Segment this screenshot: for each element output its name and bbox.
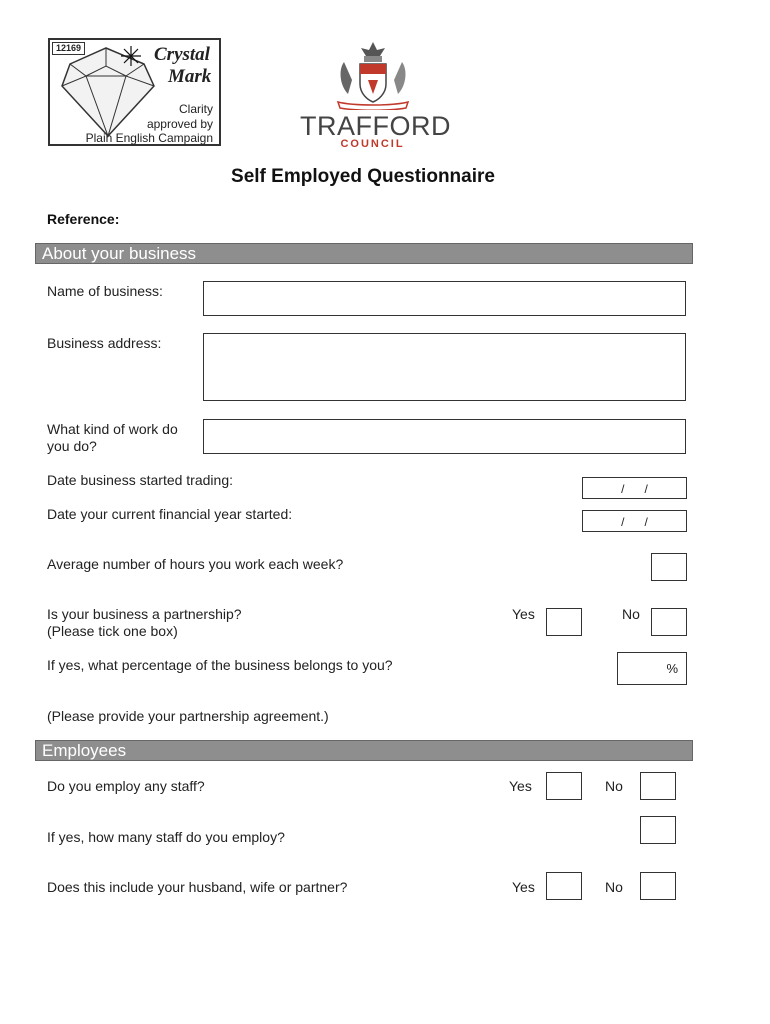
include-partner-yes-checkbox[interactable] <box>546 872 582 900</box>
partnership-yes-label: Yes <box>512 606 535 622</box>
section-header-business: About your business <box>35 243 693 264</box>
business-address-label: Business address: <box>47 335 162 351</box>
partnership-label: Is your business a partnership? <box>47 606 242 622</box>
hours-field[interactable] <box>651 553 687 581</box>
partnership-no-checkbox[interactable] <box>651 608 687 636</box>
date-started-label: Date business started trading: <box>47 472 233 488</box>
crystal-mark-text: Clarity <box>178 102 213 116</box>
partnership-hint: (Please tick one box) <box>47 623 178 639</box>
include-partner-yes-label: Yes <box>512 879 535 895</box>
partnership-no-label: No <box>622 606 640 622</box>
date-financial-field[interactable]: / / <box>582 510 687 532</box>
crystal-mark-text: Plain English Campaign <box>85 131 213 145</box>
include-partner-label: Does this include your husband, wife or partner? <box>47 879 348 895</box>
work-kind-label-2: you do? <box>47 438 97 454</box>
business-address-field[interactable] <box>203 333 686 401</box>
date-financial-label: Date your current financial year started: <box>47 506 293 522</box>
section-header-employees: Employees <box>35 740 693 761</box>
date-started-field[interactable]: / / <box>582 477 687 499</box>
how-many-field[interactable] <box>640 816 676 844</box>
include-partner-no-label: No <box>605 879 623 895</box>
employ-staff-no-label: No <box>605 778 623 794</box>
crystal-mark-ref: 12169 <box>52 42 85 55</box>
work-kind-label: What kind of work do <box>47 421 178 437</box>
council-name: TRAFFORD <box>300 111 451 141</box>
partnership-note: (Please provide your partnership agreement.) <box>47 708 329 724</box>
employ-staff-yes-checkbox[interactable] <box>546 772 582 800</box>
crystal-mark-logo <box>48 38 221 146</box>
business-name-label: Name of business: <box>47 283 163 299</box>
work-kind-field[interactable] <box>203 419 686 454</box>
crystal-mark-title: Crystal <box>154 44 210 65</box>
include-partner-no-checkbox[interactable] <box>640 872 676 900</box>
hours-label: Average number of hours you work each week? <box>47 556 344 572</box>
employ-staff-no-checkbox[interactable] <box>640 772 676 800</box>
reference-label: Reference: <box>47 211 120 227</box>
page-title: Self Employed Questionnaire <box>231 166 495 187</box>
partnership-yes-checkbox[interactable] <box>546 608 582 636</box>
percentage-label: If yes, what percentage of the business belongs to you? <box>47 657 393 673</box>
council-subtitle: COUNCIL <box>340 138 405 150</box>
how-many-label: If yes, how many staff do you employ? <box>47 829 285 845</box>
diamond-icon <box>56 44 156 140</box>
employ-staff-label: Do you employ any staff? <box>47 778 205 794</box>
percentage-field[interactable]: % <box>617 652 687 685</box>
council-crest-icon <box>330 40 416 110</box>
crystal-mark-title-2: Mark <box>168 66 212 87</box>
crystal-mark-text: approved by <box>146 117 213 131</box>
employ-staff-yes-label: Yes <box>509 778 532 794</box>
business-name-field[interactable] <box>203 281 686 316</box>
